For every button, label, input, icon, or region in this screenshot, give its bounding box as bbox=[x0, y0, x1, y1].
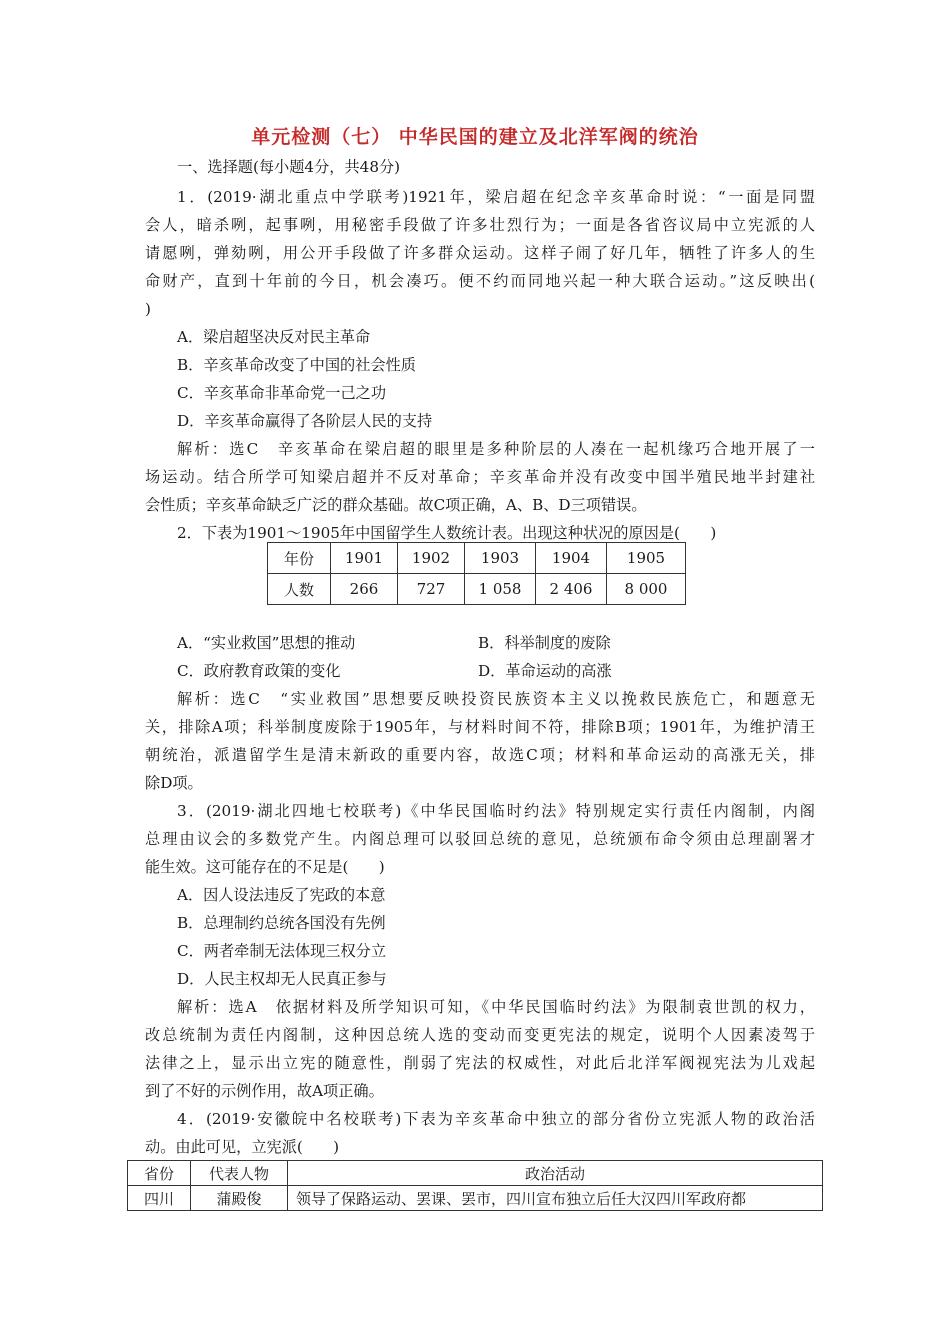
q2-student-table bbox=[267, 542, 686, 605]
table-cell: 1905 bbox=[607, 543, 686, 574]
table-cell: 蒲殿俊 bbox=[191, 1186, 288, 1211]
table-cell: 人数 bbox=[268, 574, 331, 605]
table-row bbox=[268, 574, 686, 605]
table-cell: 1 058 bbox=[465, 574, 536, 605]
q1-stem-line: 会人，暗杀咧，起事咧，用秘密手段做了许多壮烈行为；一面是各省咨议局中立宪派的人 bbox=[145, 216, 815, 234]
q2-option-d: D．革命运动的高涨 bbox=[478, 662, 612, 680]
q1-analysis-line: 会性质；辛亥革命缺乏广泛的群众基础。故C项正确，A、B、D三项错误。 bbox=[145, 496, 647, 514]
q3-analysis-line: 到了不好的示例作用，故A项正确。 bbox=[145, 1082, 384, 1100]
q2-analysis-line: 除D项。 bbox=[145, 774, 203, 792]
q4-stem-line: 动。由此可见，立宪派( ) bbox=[145, 1138, 340, 1156]
q2-stem: 2．下表为1901～1905年中国留学生人数统计表。出现这种状况的原因是( ) bbox=[177, 524, 717, 542]
q1-stem-line: 命财产，直到十年前的今日，机会凑巧。便不约而同地兴起一种大联合运动。”这反映出( bbox=[145, 272, 815, 290]
q1-stem-line: 请愿咧，弹劾咧，用公开手段做了许多群众运动。这样子闹了好几年，牺牲了许多人的生 bbox=[145, 244, 815, 262]
q2-analysis-line: 朝统治，派遣留学生是清末新政的重要内容，故选C项；材料和革命运动的高涨无关，排 bbox=[145, 746, 815, 764]
page-title: 单元检测（七） 中华民国的建立及北洋军阀的统治 bbox=[251, 126, 699, 148]
table-cell: 727 bbox=[398, 574, 465, 605]
q2-option-a: A．“实业救国”思想的推动 bbox=[177, 634, 356, 652]
q4-stem-line: 4．(2019·安徽皖中名校联考)下表为辛亥革命中独立的部分省份立宪派人物的政治活 bbox=[177, 1110, 815, 1128]
table-cell: 1903 bbox=[465, 543, 536, 574]
q3-stem-line: 能生效。这可能存在的不足是( ) bbox=[145, 858, 385, 876]
q3-option-a: A．因人设法违反了宪政的本意 bbox=[177, 886, 386, 904]
table-cell: 1904 bbox=[536, 543, 607, 574]
table-cell: 四川 bbox=[128, 1186, 191, 1211]
table-cell: 2 406 bbox=[536, 574, 607, 605]
table-row bbox=[268, 543, 686, 574]
q1-option-d: D．辛亥革命赢得了各阶层人民的支持 bbox=[177, 412, 433, 430]
table-cell: 266 bbox=[331, 574, 398, 605]
q3-stem-line: 总理由议会的多数党产生。内阁总理可以驳回总统的意见，总统颁布命令须由总理副署才 bbox=[145, 830, 815, 848]
table-cell: 8 000 bbox=[607, 574, 686, 605]
q3-analysis-line: 法律之上，显示出立宪的随意性，削弱了宪法的权威性，对此后北洋军阀视宪法为儿戏起 bbox=[145, 1054, 815, 1072]
q1-stem-line: ) bbox=[145, 300, 151, 318]
q3-option-b: B．总理制约总统各国没有先例 bbox=[177, 914, 386, 932]
table-row bbox=[128, 1186, 823, 1211]
q2-analysis-line: 关，排除A项；科举制度废除于1905年，与材料时间不符，排除B项；1901年，为维护清王 bbox=[145, 718, 815, 736]
table-cell: 省份 bbox=[128, 1161, 191, 1186]
q1-analysis-line: 解析：选C 辛亥革命在梁启超的眼里是多种阶层的人凑在一起机缘巧合地开展了一 bbox=[177, 440, 815, 458]
q3-option-d: D．人民主权却无人民真正参与 bbox=[177, 970, 387, 988]
table-cell: 领导了保路运动、罢课、罢市，四川宣布独立后任大汉四川军政府都 bbox=[288, 1186, 823, 1211]
q1-option-a: A．梁启超坚决反对民主革命 bbox=[177, 328, 371, 346]
q3-option-c: C．两者牵制无法体现三权分立 bbox=[177, 942, 387, 960]
table-cell: 1902 bbox=[398, 543, 465, 574]
q1-option-c: C．辛亥革命非革命党一己之功 bbox=[177, 384, 387, 402]
q1-stem-line: 1．(2019·湖北重点中学联考)1921年，梁启超在纪念辛亥革命时说：“一面是同盟 bbox=[177, 188, 815, 206]
q4-constitutionalist-table bbox=[127, 1160, 823, 1211]
table-cell: 代表人物 bbox=[191, 1161, 288, 1186]
table-cell: 政治活动 bbox=[288, 1161, 823, 1186]
q2-option-c: C．政府教育政策的变化 bbox=[177, 662, 341, 680]
q2-analysis-line: 解析：选C “实业救国”思想要反映投资民族资本主义以挽救民族危亡，和题意无 bbox=[177, 690, 815, 708]
q3-analysis-line: 解析：选A 依据材料及所学知识可知，《中华民国临时约法》为限制袁世凯的权力， bbox=[177, 998, 815, 1016]
q1-option-b: B．辛亥革命改变了中国的社会性质 bbox=[177, 356, 416, 374]
section-heading: 一、选择题(每小题4分，共48分) bbox=[177, 158, 401, 176]
table-cell: 年份 bbox=[268, 543, 331, 574]
table-row bbox=[128, 1161, 823, 1186]
q3-stem-line: 3．(2019·湖北四地七校联考)《中华民国临时约法》特别规定实行责任内阁制，内阁 bbox=[177, 802, 815, 820]
q3-analysis-line: 改总统制为责任内阁制，这种因总统人选的变动而变更宪法的规定，说明个人因素凌驾于 bbox=[145, 1026, 815, 1044]
q1-analysis-line: 场运动。结合所学可知梁启超并不反对革命；辛亥革命并没有改变中国半殖民地半封建社 bbox=[145, 468, 815, 486]
table-cell: 1901 bbox=[331, 543, 398, 574]
q2-option-b: B．科举制度的废除 bbox=[478, 634, 611, 652]
